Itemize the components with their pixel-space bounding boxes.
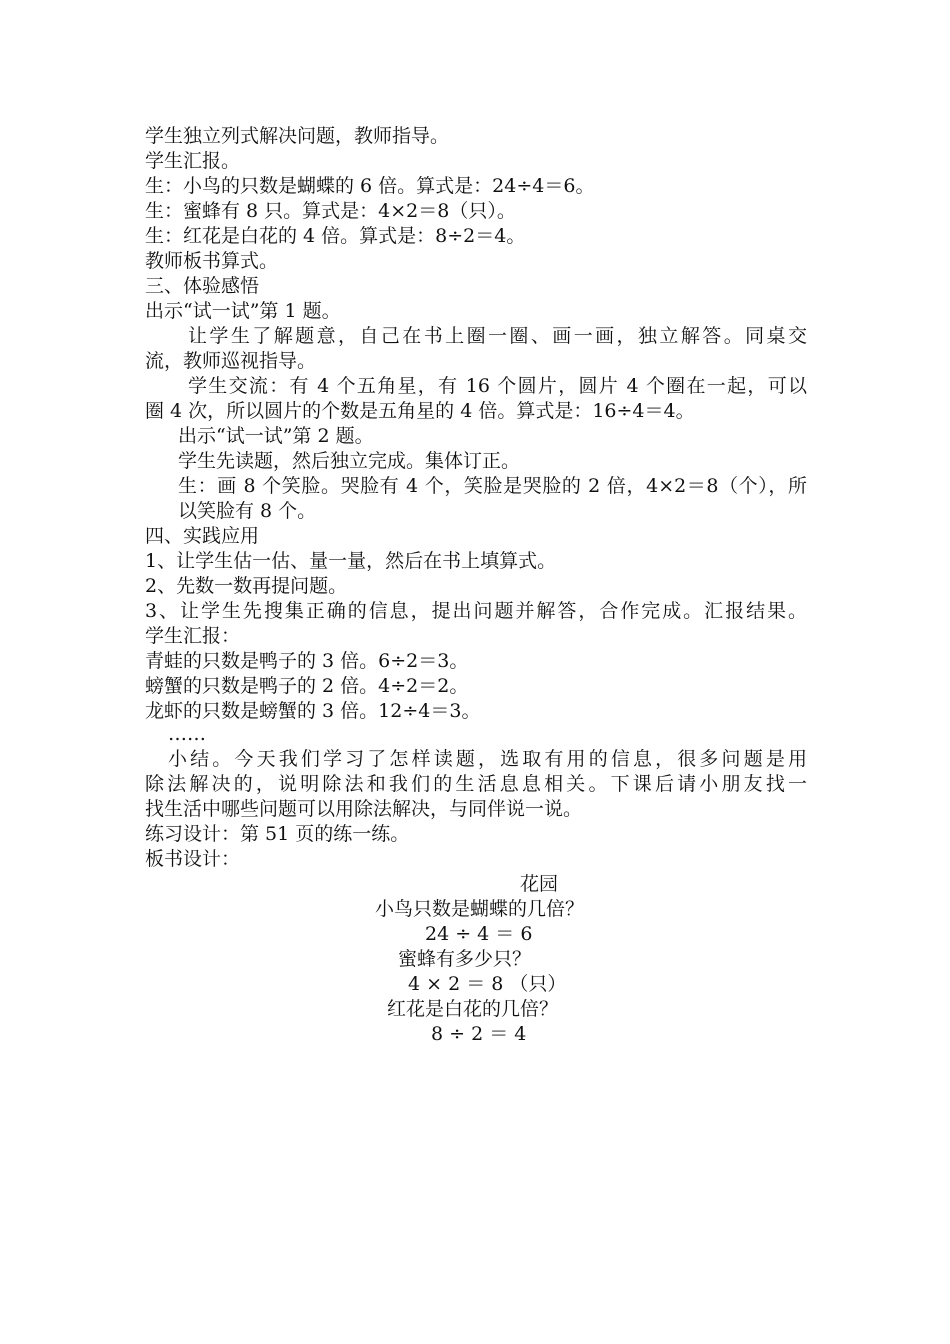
text-line: 出示“试一试”第 2 题。 xyxy=(178,425,374,447)
text-line: 龙虾的只数是螃蟹的 3 倍。12÷4＝3。 xyxy=(145,700,481,722)
text-line: 以笑脸有 8 个。 xyxy=(178,500,317,522)
text-line: 2、先数一数再提问题。 xyxy=(145,575,348,597)
text-line: 教师板书算式。 xyxy=(145,250,279,272)
ellipsis: …… xyxy=(168,723,206,745)
text-line: 生：小鸟的只数是蝴蝶的 6 倍。算式是：24÷4＝6。 xyxy=(145,175,595,197)
board-question: 小鸟只数是蝴蝶的几倍？ xyxy=(375,898,585,920)
text-line: 让学生了解题意，自己在书上圈一圈、画一画，独立解答。同桌交 xyxy=(188,325,807,347)
text-line: 练习设计：第 51 页的练一练。 xyxy=(145,823,410,845)
text-line: 青蛙的只数是鸭子的 3 倍。6÷2＝3。 xyxy=(145,650,469,672)
text-line: 生：红花是白花的 4 倍。算式是：8÷2＝4。 xyxy=(145,225,526,247)
board-equation: 4 × 2 ＝ 8 （只） xyxy=(408,973,567,995)
board-equation: 8 ÷ 2 ＝ 4 xyxy=(431,1023,527,1045)
board-question: 蜜蜂有多少只？ xyxy=(398,948,532,970)
section-heading: 四、实践应用 xyxy=(145,525,260,547)
text-line: 除法解决的，说明除法和我们的生活息息相关。下课后请小朋友找一 xyxy=(145,773,807,795)
board-question: 红花是白花的几倍？ xyxy=(387,998,559,1020)
text-line: 螃蟹的只数是鸭子的 2 倍。4÷2＝2。 xyxy=(145,675,469,697)
text-line: 出示“试一试”第 1 题。 xyxy=(145,300,341,322)
text-line: 圈 4 次，所以圆片的个数是五角星的 4 倍。算式是：16÷4＝4。 xyxy=(145,400,695,422)
text-line: 生：画 8 个笑脸。哭脸有 4 个，笑脸是哭脸的 2 倍，4×2＝8（个），所 xyxy=(178,475,807,497)
board-title: 花园 xyxy=(520,873,559,895)
text-line: 学生独立列式解决问题，教师指导。 xyxy=(145,125,450,147)
text-line: 学生交流：有 4 个五角星，有 16 个圆片，圆片 4 个圈在一起，可以 xyxy=(188,375,807,397)
text-line: 1、让学生估一估、量一量，然后在书上填算式。 xyxy=(145,550,557,572)
text-line: 找生活中哪些问题可以用除法解决，与同伴说一说。 xyxy=(145,798,583,820)
text-line: 小结。今天我们学习了怎样读题，选取有用的信息，很多问题是用 xyxy=(168,748,807,770)
text-line: 学生汇报。 xyxy=(145,150,241,172)
text-line: 3、让学生先搜集正确的信息，提出问题并解答，合作完成。汇报结果。 xyxy=(145,600,807,622)
section-heading: 三、体验感悟 xyxy=(145,275,260,297)
text-line: 学生汇报： xyxy=(145,625,241,647)
text-line: 板书设计： xyxy=(145,848,241,870)
text-line: 流，教师巡视指导。 xyxy=(145,350,317,372)
text-line: 学生先读题，然后独立完成。集体订正。 xyxy=(178,450,521,472)
text-line: 生：蜜蜂有 8 只。算式是：4×2＝8（只）。 xyxy=(145,200,516,222)
board-equation: 24 ÷ 4 ＝ 6 xyxy=(425,923,533,945)
